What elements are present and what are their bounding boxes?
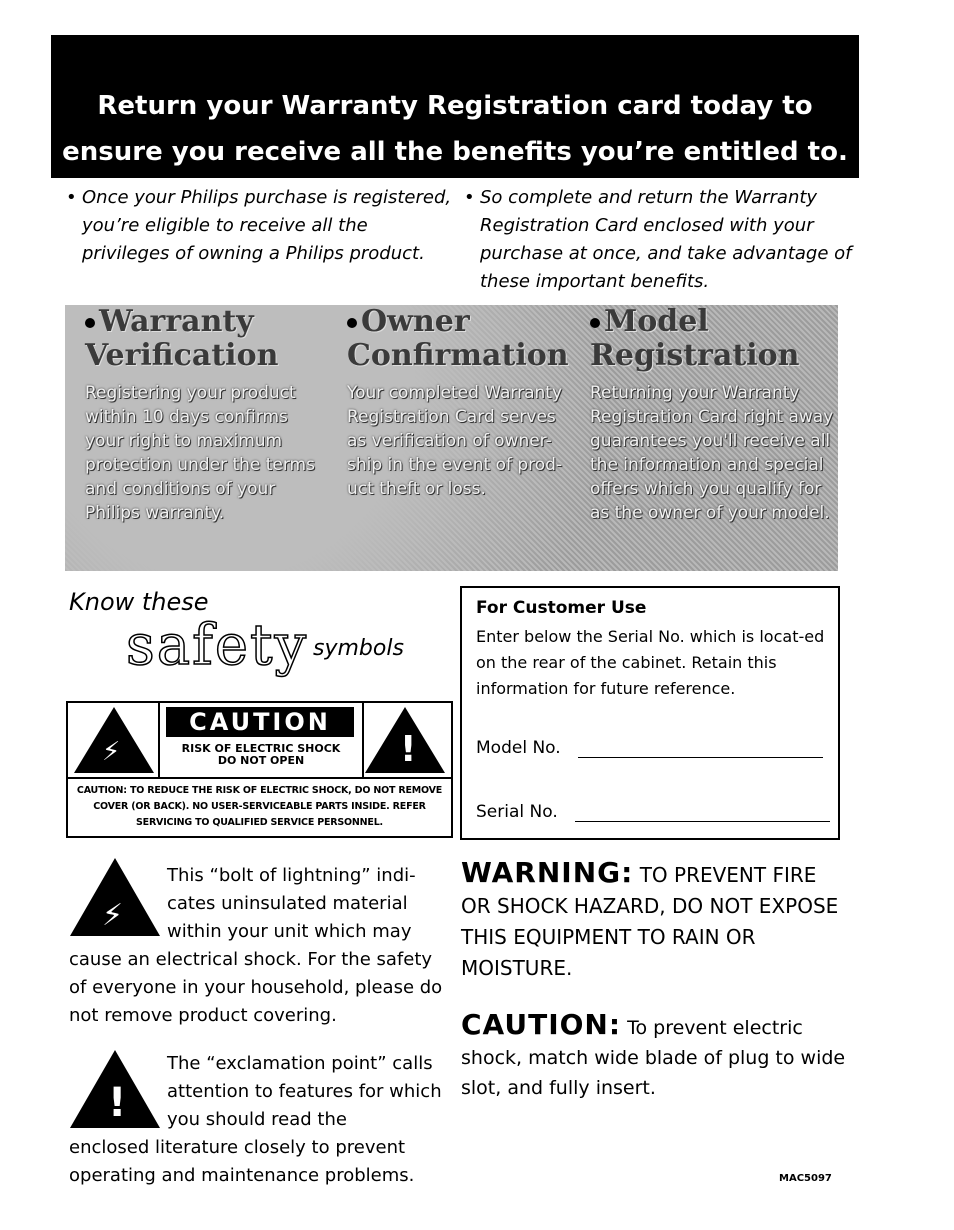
exclamation-icon: ! xyxy=(400,729,417,770)
benefits-panel xyxy=(65,305,838,571)
lightning-explanation-b: cause an electrical shock. For the safety of everyone in your household, please do not remove product covering. xyxy=(69,949,443,1026)
intro-left-text: Once your Philips purchase is registered, you’re eligible to receive all the privileges of owning a Philips product. xyxy=(82,187,452,264)
risk-text: RISK OF ELECTRIC SHOCK DO NOT OPEN xyxy=(181,742,341,767)
bolt-icon: ⚡ xyxy=(102,737,121,767)
model-no-field[interactable] xyxy=(476,738,823,758)
exclamation-explanation-a: The “exclamation point” calls attention to features for which you should read the xyxy=(167,1053,442,1130)
benefit-owner-confirmation xyxy=(347,305,572,571)
benefit-title: Warranty Verification xyxy=(85,304,279,373)
caution-label xyxy=(66,701,453,838)
warning-text: TO PREVENT FIRE OR SHOCK HAZARD, DO NOT EXPOSE THIS EQUIPMENT TO RAIN OR MOISTURE. xyxy=(461,863,839,980)
benefit-warranty-verification xyxy=(85,305,320,571)
caution-heading: CAUTION: xyxy=(461,1008,622,1041)
benefit-text: Registering your product within 10 days confirms your right to maximum protection under the terms and conditions of your Philips warranty. xyxy=(85,383,315,523)
customer-use-text: Enter below the Serial No. which is locat-ed on the rear of the cabinet. Retain this information for future reference. xyxy=(476,627,825,698)
model-no-line[interactable] xyxy=(578,739,823,758)
model-no-label: Model No. xyxy=(476,738,561,758)
banner-line-1: Return your Warranty Registration card today to xyxy=(97,91,813,121)
intro-right xyxy=(464,184,864,296)
benefit-text: Your completed Warranty Registration Card serves as verification of owner-ship in the event of prod-uct theft or loss. xyxy=(347,383,563,499)
bullet-dot-icon xyxy=(590,318,600,328)
serial-no-field[interactable] xyxy=(476,802,830,822)
bullet-dot: • xyxy=(464,187,475,208)
banner-line-2: ensure you receive all the benefits you’re entitled to. xyxy=(62,137,848,167)
know-these-label: Know these xyxy=(69,588,209,616)
customer-use-box xyxy=(460,586,840,840)
header-banner xyxy=(51,35,859,178)
customer-use-title: For Customer Use xyxy=(476,598,647,618)
bolt-icon: ⚡ xyxy=(102,898,124,933)
benefit-text: Returning your Warranty Registration Card right away guarantees you'll receive all the information and special offers which you qualify for as the owner of your model. xyxy=(590,383,834,523)
intro-left xyxy=(66,184,456,268)
serial-no-label: Serial No. xyxy=(476,802,558,822)
bullet-dot: • xyxy=(66,187,77,208)
bullet-dot-icon xyxy=(347,318,357,328)
exclamation-icon: ! xyxy=(108,1080,127,1126)
caution-fine-print: CAUTION: TO REDUCE THE RISK OF ELECTRIC SHOCK, DO NOT REMOVE COVER (OR BACK). NO USER-SERVICEABLE PARTS INSIDE. REFER SERVICING TO QUALIFIED SERVICE PERSONNEL. xyxy=(76,785,443,828)
caution-banner: CAUTION xyxy=(166,707,354,737)
caution-label-top xyxy=(68,703,451,779)
caution-block xyxy=(461,1010,851,1103)
bullet-dot-icon xyxy=(85,318,95,328)
symbols-label: symbols xyxy=(313,636,404,661)
benefit-title: Owner Confirmation xyxy=(347,304,569,373)
exclamation-explanation-b: enclosed literature closely to prevent operating and maintenance problems. xyxy=(69,1137,415,1186)
intro-right-text: So complete and return the Warranty Registration Card enclosed with your purchase at once, and take advantage of these important benefits. xyxy=(480,187,852,292)
benefit-model-registration xyxy=(590,305,835,571)
warning-heading: WARNING: xyxy=(461,856,634,889)
serial-no-line[interactable] xyxy=(575,803,830,822)
caution-text: To prevent electric shock, match wide blade of plug to wide slot, and fully insert. xyxy=(461,1017,846,1099)
warning-block xyxy=(461,857,851,984)
safety-word: safety xyxy=(126,613,309,678)
benefit-title: Model Registration xyxy=(590,304,800,373)
lightning-explanation-a: This “bolt of lightning” indi-cates uninsulated material within your unit which may xyxy=(167,865,416,942)
caution-label-center xyxy=(158,703,364,777)
document-code: MAC5097 xyxy=(779,1173,832,1184)
